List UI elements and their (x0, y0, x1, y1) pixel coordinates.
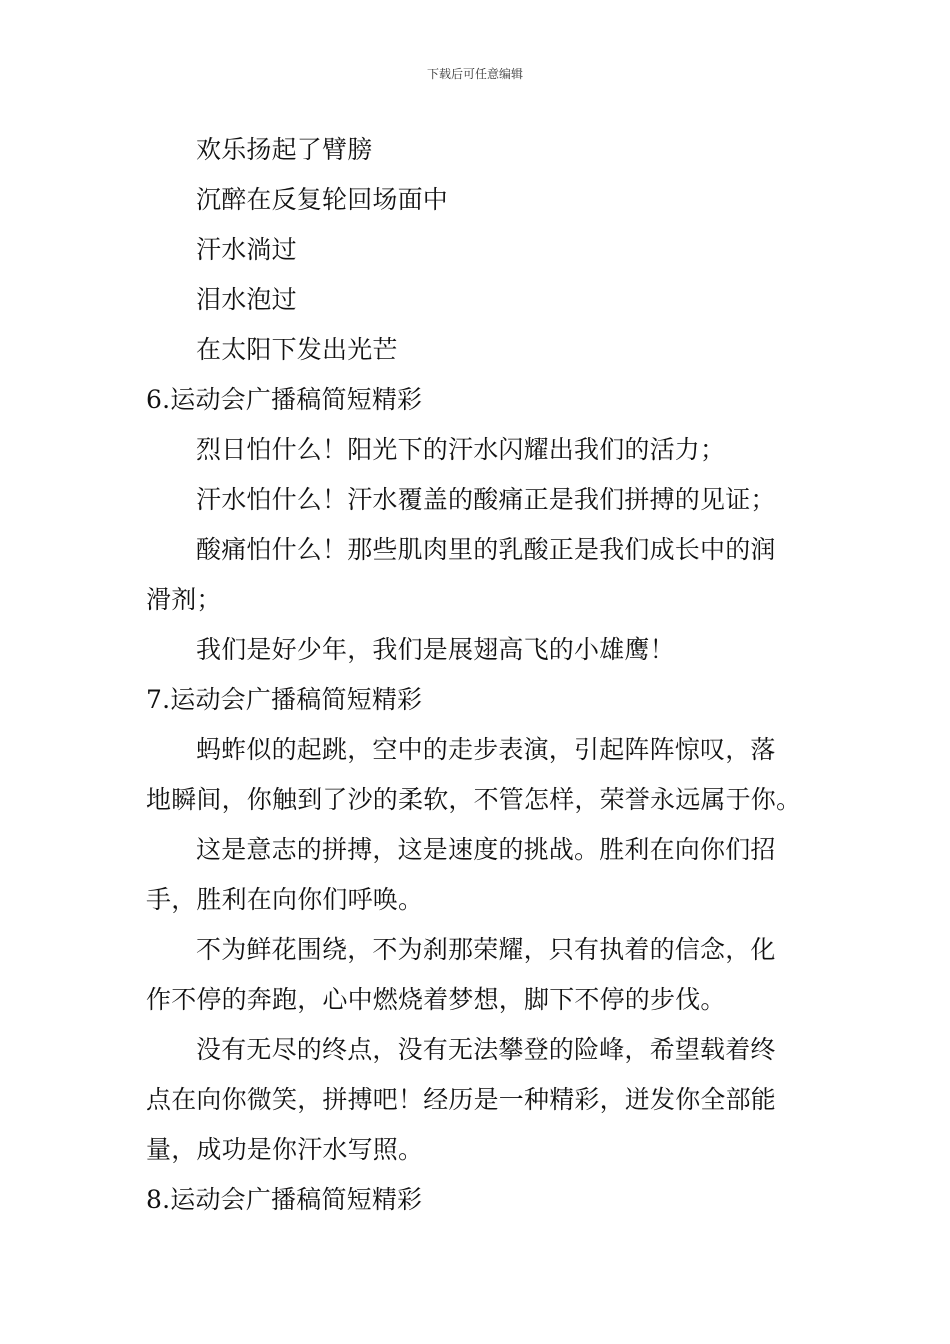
page-header-note: 下载后可任意编辑 (426, 67, 523, 81)
text-line: 作不停的奔跑，心中燃烧着梦想，脚下不停的步伐。 (146, 985, 726, 1014)
text-line: 在太阳下发出光芒 (196, 335, 398, 364)
section-heading: 7.运动会广播稿简短精彩 (146, 685, 423, 714)
text-line: 没有无尽的终点，没有无法攀登的险峰，希望载着终 (196, 1035, 776, 1064)
text-line: 泪水泡过 (196, 285, 297, 314)
text-line: 量，成功是你汗水写照。 (146, 1135, 424, 1164)
text-line: 手，胜利在向你们呼唤。 (146, 885, 424, 914)
document-body (146, 125, 816, 1225)
text-line: 不为鲜花围绕，不为刹那荣耀，只有执着的信念，化 (196, 935, 776, 964)
text-line: 点在向你微笑，拼搏吧！经历是一种精彩，迸发你全部能 (146, 1085, 777, 1114)
text-line: 酸痛怕什么！那些肌肉里的乳酸正是我们成长中的润 (196, 535, 776, 564)
text-line: 我们是好少年，我们是展翅高飞的小雄鹰！ (196, 635, 675, 664)
text-line: 滑剂； (146, 585, 222, 614)
text-line: 汗水淌过 (196, 235, 297, 264)
text-line: 地瞬间，你触到了沙的柔软，不管怎样，荣誉永远属于你。 (146, 785, 802, 814)
section-heading: 6.运动会广播稿简短精彩 (146, 385, 423, 414)
text-line: 这是意志的拼搏，这是速度的挑战。胜利在向你们招 (196, 835, 776, 864)
text-line: 欢乐扬起了臂膀 (196, 135, 373, 164)
text-line: 烈日怕什么！阳光下的汗水闪耀出我们的活力； (196, 435, 726, 464)
text-line: 沉醉在反复轮回场面中 (196, 185, 449, 214)
section-heading: 8.运动会广播稿简短精彩 (146, 1185, 423, 1214)
text-line: 蚂蚱似的起跳，空中的走步表演，引起阵阵惊叹，落 (196, 735, 776, 764)
text-line: 汗水怕什么！汗水覆盖的酸痛正是我们拼搏的见证； (196, 485, 776, 514)
